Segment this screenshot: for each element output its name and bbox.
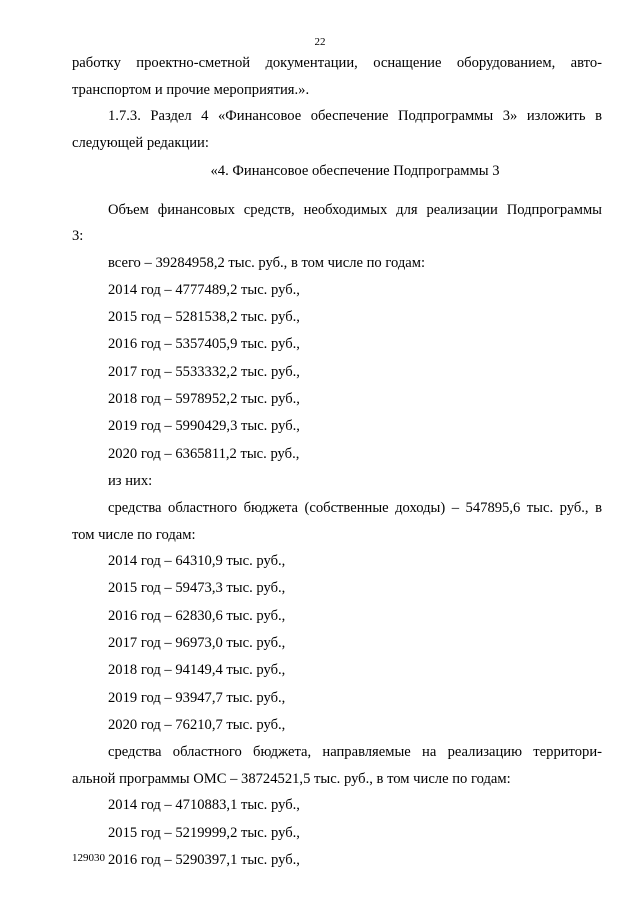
list-item: 2019 год – 5990429,3 тыс. руб.,: [108, 418, 300, 435]
list-item: 2018 год – 5978952,2 тыс. руб.,: [108, 390, 300, 407]
list-item: 2014 год – 64310,9 тыс. руб.,: [108, 553, 286, 570]
list-item: 2014 год – 4710883,1 тыс. руб.,: [108, 797, 300, 814]
list-item: 2020 год – 6365811,2 тыс. руб.,: [108, 445, 300, 462]
list-item: 2017 год – 5533332,2 тыс. руб.,: [108, 363, 300, 380]
iz-nih-line: из них:: [108, 472, 153, 489]
paragraph-line: транспортом и прочие мероприятия.».: [72, 81, 310, 98]
paragraph-line: 3:: [72, 228, 84, 244]
paragraph-line: том числе по годам:: [72, 526, 196, 543]
section-heading: «4. Финансовое обеспечение Подпрограммы 3: [210, 163, 500, 179]
list-item: 2015 год – 5281538,2 тыс. руб.,: [108, 309, 300, 326]
paragraph-line: работку проектно-сметной документации, оснащение оборудованием, авто-: [72, 55, 602, 71]
list-item: 2015 год – 59473,3 тыс. руб.,: [108, 580, 286, 597]
paragraph-line: следующей редакции:: [72, 134, 209, 151]
document-body: [72, 50, 602, 874]
paragraph-line: средства областного бюджета, направляемые на реализацию территори-: [108, 744, 602, 761]
list-item: 2020 год – 76210,7 тыс. руб.,: [108, 716, 286, 733]
paragraph-line: альной программы ОМС – 38724521,5 тыс. руб., в том числе по годам:: [72, 770, 511, 787]
list-item: 2018 год – 94149,4 тыс. руб.,: [108, 662, 286, 679]
list-item: 2016 год – 5290397,1 тыс. руб.,: [108, 851, 300, 868]
list-item: 2017 год – 96973,0 тыс. руб.,: [108, 635, 286, 652]
paragraph-line: Объем финансовых средств, необходимых для реализации Подпрограммы: [108, 201, 602, 218]
paragraph-line: 1.7.3. Раздел 4 «Финансовое обеспечение Подпрограммы 3» изложить в: [108, 108, 602, 124]
page-number: 22: [314, 36, 326, 48]
list-item: 2015 год – 5219999,2 тыс. руб.,: [108, 824, 300, 841]
list-item: 2014 год – 4777489,2 тыс. руб.,: [108, 281, 300, 298]
list-item: 2019 год – 93947,7 тыс. руб.,: [108, 689, 286, 706]
paragraph-line: средства областного бюджета (собственные доходы) – 547895,6 тыс. руб., в: [108, 500, 602, 517]
footer-document-code: 129030: [72, 852, 105, 864]
list-item: 2016 год – 5357405,9 тыс. руб.,: [108, 336, 300, 353]
total-line: всего – 39284958,2 тыс. руб., в том числе по годам:: [108, 254, 426, 271]
list-item: 2016 год – 62830,6 тыс. руб.,: [108, 607, 286, 624]
